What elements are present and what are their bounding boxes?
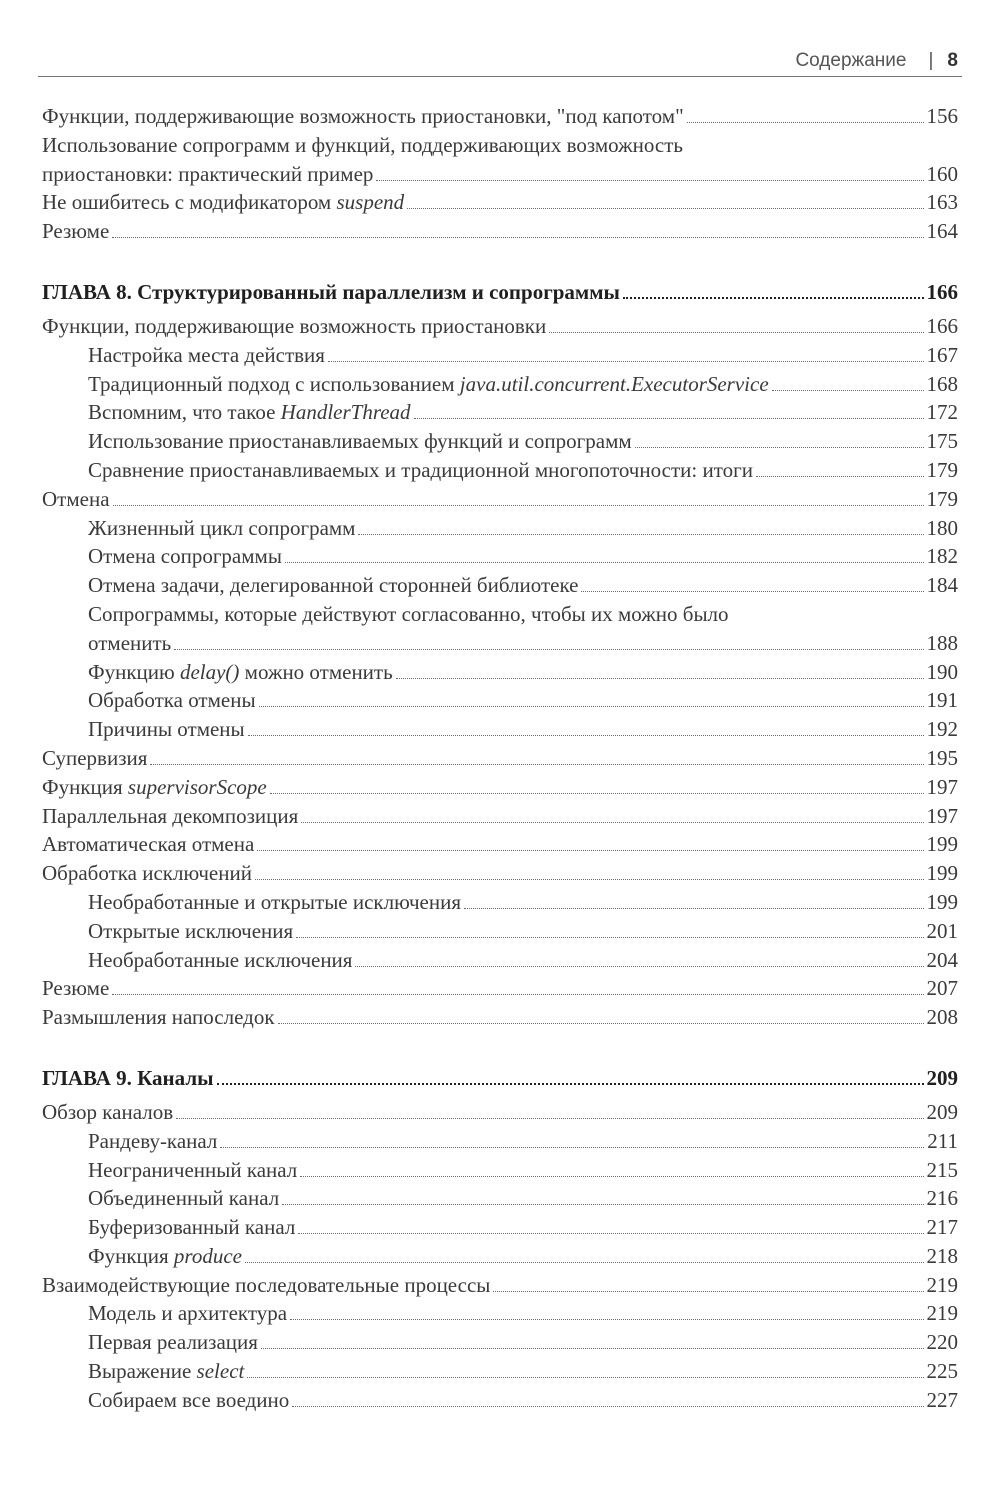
leader-dots xyxy=(581,590,923,592)
leader-dots xyxy=(220,1146,924,1148)
toc-entry-page: 179 xyxy=(926,457,958,482)
toc-entry[interactable] xyxy=(42,1100,958,1129)
leader-dots xyxy=(296,936,923,938)
toc-subentry[interactable] xyxy=(42,1388,958,1417)
leader-dots xyxy=(464,907,923,909)
toc-subentry[interactable] xyxy=(42,458,958,487)
toc-entry-page: 207 xyxy=(926,976,958,1001)
toc-entry[interactable] xyxy=(42,861,958,890)
toc-entry-page: 211 xyxy=(927,1128,958,1153)
toc-entry-title: Параллельная декомпозиция xyxy=(42,803,299,828)
leader-dots xyxy=(623,296,924,299)
toc-subentry[interactable] xyxy=(42,1158,958,1187)
toc-entry-title: Вспомним, что такое HandlerThread xyxy=(88,400,411,425)
toc-entry-page: 166 xyxy=(926,313,958,338)
toc-entry[interactable] xyxy=(42,162,958,191)
toc-entry-title: Отмена xyxy=(42,486,110,511)
leader-dots xyxy=(247,1376,923,1378)
leader-dots xyxy=(257,849,923,851)
toc-entry[interactable] xyxy=(42,775,958,804)
toc-subentry[interactable] xyxy=(42,1215,958,1244)
toc-subentry[interactable] xyxy=(42,1301,958,1330)
toc-entry-page: 201 xyxy=(926,918,958,943)
leader-dots xyxy=(261,1347,924,1349)
toc-entry-page: 225 xyxy=(926,1359,958,1384)
toc-entry-title: Необработанные исключения xyxy=(88,947,353,972)
toc-entry-page: 190 xyxy=(926,659,958,684)
toc-entry-page: 172 xyxy=(926,400,958,425)
toc-entry-page: 209 xyxy=(926,1099,958,1124)
toc-entry[interactable] xyxy=(42,804,958,833)
table-of-contents xyxy=(42,104,958,1417)
leader-dots xyxy=(328,360,924,362)
toc-entry-title: Объединенный канал xyxy=(88,1186,280,1211)
toc-entry-page: 204 xyxy=(926,947,958,972)
leader-dots xyxy=(150,763,923,765)
chapter-title: ГЛАВА 9. Каналы xyxy=(42,1065,214,1090)
leader-dots xyxy=(376,179,923,181)
toc-entry-page: 168 xyxy=(926,371,958,396)
toc-entry-page: 217 xyxy=(926,1215,958,1240)
toc-entry-page: 175 xyxy=(926,429,958,454)
toc-entry-title: Рандеву-канал xyxy=(88,1128,218,1153)
leader-dots xyxy=(407,207,923,209)
toc-entry[interactable] xyxy=(42,1005,958,1034)
toc-entry-title: Сопрограммы, которые действуют согласованно, чтобы их можно было xyxy=(88,601,729,626)
toc-subentry[interactable] xyxy=(42,1129,958,1158)
toc-entry-title: Обработка отмены xyxy=(88,688,256,713)
toc-entry-page: 191 xyxy=(926,688,958,713)
toc-entry[interactable] xyxy=(42,487,958,516)
leader-dots xyxy=(290,1318,923,1320)
toc-entry-page: 208 xyxy=(926,1005,958,1030)
toc-entry-page: 215 xyxy=(926,1157,958,1182)
leader-dots xyxy=(300,1175,923,1177)
leader-dots xyxy=(245,1261,924,1263)
leader-dots xyxy=(259,705,924,707)
leader-dots xyxy=(756,475,924,477)
toc-entry-title: Причины отмены xyxy=(88,717,245,742)
leader-dots xyxy=(396,677,924,679)
toc-subentry[interactable] xyxy=(42,516,958,545)
toc-entry-page: 199 xyxy=(926,832,958,857)
toc-subentry[interactable] xyxy=(42,400,958,429)
leader-dots xyxy=(112,993,923,995)
toc-subentry[interactable] xyxy=(42,1330,958,1359)
header-separator: | xyxy=(928,50,934,71)
toc-entry-title: Использование приостанавливаемых функций и сопрограмм xyxy=(88,429,632,454)
leader-dots xyxy=(270,792,924,794)
toc-entry-title: Автоматическая отмена xyxy=(42,832,255,857)
toc-entry-page: 197 xyxy=(926,803,958,828)
toc-subentry[interactable] xyxy=(42,717,958,746)
toc-entry-title: Первая реализация xyxy=(88,1330,258,1355)
toc-subentry[interactable] xyxy=(42,1359,958,1388)
toc-entry[interactable] xyxy=(42,746,958,775)
toc-entry-title: Резюме xyxy=(42,219,110,244)
toc-entry-title: Функция supervisorScope xyxy=(42,774,267,799)
toc-entry-title: Жизненный цикл сопрограмм xyxy=(88,515,356,540)
toc-subentry[interactable] xyxy=(42,948,958,977)
toc-subentry[interactable] xyxy=(42,890,958,919)
running-header xyxy=(38,50,962,77)
toc-subentry-line[interactable] xyxy=(42,602,958,631)
toc-entry-page: 220 xyxy=(926,1330,958,1355)
chapter-title: ГЛАВА 8. Структурированный параллелизм и сопрограммы xyxy=(42,279,620,304)
toc-entry-title: Отмена сопрограммы xyxy=(88,544,282,569)
toc-entry-page: 219 xyxy=(926,1301,958,1326)
toc-entry-page: 156 xyxy=(926,104,958,128)
toc-entry[interactable] xyxy=(42,104,958,133)
toc-entry-title: Собираем все воедино xyxy=(88,1387,290,1412)
leader-dots xyxy=(217,1082,924,1085)
toc-subentry[interactable] xyxy=(42,343,958,372)
toc-subentry[interactable] xyxy=(42,631,958,660)
toc-entry-page: 227 xyxy=(926,1387,958,1412)
section-title: Содержание xyxy=(795,50,907,71)
toc-entry-title: Функции, поддерживающие возможность приостановки xyxy=(42,313,547,338)
leader-dots xyxy=(414,417,924,419)
leader-dots xyxy=(292,1405,923,1407)
toc-entry-page: 199 xyxy=(926,889,958,914)
leader-dots xyxy=(301,821,923,823)
toc-entry[interactable] xyxy=(42,219,958,248)
chapter-heading[interactable] xyxy=(42,1066,958,1100)
toc-entry-title: Взаимодействующие последовательные процессы xyxy=(42,1272,491,1297)
page-number: 8 xyxy=(947,50,958,71)
toc-entry-title: приостановки: практический пример xyxy=(42,161,374,186)
leader-dots xyxy=(255,878,924,880)
leader-dots xyxy=(174,648,923,650)
leader-dots xyxy=(278,1022,924,1024)
toc-entry[interactable] xyxy=(42,1273,958,1302)
toc-subentry[interactable] xyxy=(42,573,958,602)
toc-entry-line[interactable] xyxy=(42,133,958,162)
toc-entry[interactable] xyxy=(42,832,958,861)
toc-entry-title: Отмена задачи, делегированной сторонней библиотеке xyxy=(88,573,579,598)
toc-entry-title: Неограниченный канал xyxy=(88,1157,298,1182)
toc-entry-title: Супервизия xyxy=(42,745,148,770)
toc-entry-title: Размышления напоследок xyxy=(42,1005,275,1030)
toc-entry-page: 199 xyxy=(926,861,958,886)
leader-dots xyxy=(248,734,924,736)
toc-entry-page: 180 xyxy=(926,515,958,540)
chapter-page: 166 xyxy=(926,279,958,304)
leader-dots xyxy=(285,561,924,563)
chapter-page: 209 xyxy=(926,1065,958,1090)
toc-entry-title: Функцию delay() можно отменить xyxy=(88,659,393,684)
toc-entry-title: Настройка места действия xyxy=(88,342,325,367)
toc-subentry[interactable] xyxy=(42,660,958,689)
toc-entry-page: 192 xyxy=(926,717,958,742)
leader-dots xyxy=(298,1232,923,1234)
toc-entry-page: 167 xyxy=(926,342,958,367)
leader-dots xyxy=(113,504,924,506)
toc-subentry[interactable] xyxy=(42,919,958,948)
leader-dots xyxy=(635,446,924,448)
toc-entry-title: Не ошибитесь с модификатором suspend xyxy=(42,190,405,215)
leader-dots xyxy=(176,1117,923,1119)
toc-entry-title: Функции, поддерживающие возможность приостановки, "под капотом" xyxy=(42,104,684,128)
toc-entry-page: 219 xyxy=(926,1272,958,1297)
toc-entry-page: 218 xyxy=(926,1243,958,1268)
toc-entry-page: 216 xyxy=(926,1186,958,1211)
toc-subentry[interactable] xyxy=(42,429,958,458)
toc-entry-title: отменить xyxy=(88,630,172,655)
toc-entry-page: 197 xyxy=(926,774,958,799)
leader-dots xyxy=(358,533,923,535)
leader-dots xyxy=(493,1290,923,1292)
toc-entry[interactable] xyxy=(42,190,958,219)
toc-subentry[interactable] xyxy=(42,1244,958,1273)
leader-dots xyxy=(355,965,923,967)
toc-entry-page: 195 xyxy=(926,745,958,770)
toc-entry-title: Буферизованный канал xyxy=(88,1215,296,1240)
chapter-heading[interactable] xyxy=(42,280,958,314)
toc-entry[interactable] xyxy=(42,976,958,1005)
leader-dots xyxy=(687,121,924,123)
leader-dots xyxy=(549,331,923,333)
leader-dots xyxy=(772,389,924,391)
leader-dots xyxy=(112,236,923,238)
toc-entry-page: 179 xyxy=(926,486,958,511)
toc-entry-title: Открытые исключения xyxy=(88,918,294,943)
leader-dots xyxy=(282,1203,923,1205)
toc-entry-page: 160 xyxy=(926,161,958,186)
toc-entry-title: Функция produce xyxy=(88,1243,242,1268)
toc-entry[interactable] xyxy=(42,314,958,343)
toc-entry-title: Выражение select xyxy=(88,1359,245,1384)
toc-entry-page: 188 xyxy=(926,630,958,655)
toc-entry-title: Сравнение приостанавливаемых и традиционной многопоточности: итоги xyxy=(88,457,753,482)
toc-entry-page: 164 xyxy=(926,219,958,244)
toc-entry-title: Модель и архитектура xyxy=(88,1301,288,1326)
toc-subentry[interactable] xyxy=(42,688,958,717)
toc-entry-page: 184 xyxy=(926,573,958,598)
toc-subentry[interactable] xyxy=(42,544,958,573)
toc-entry-title: Традиционный подход с использованием java.util.concurrent.ExecutorService xyxy=(88,371,769,396)
toc-entry-title: Обзор каналов xyxy=(42,1099,174,1124)
toc-entry-page: 182 xyxy=(926,544,958,569)
toc-entry-title: Резюме xyxy=(42,976,110,1001)
toc-subentry[interactable] xyxy=(42,1186,958,1215)
toc-entry-title: Использование сопрограмм и функций, поддерживающих возможность xyxy=(42,132,683,157)
toc-entry-title: Необработанные и открытые исключения xyxy=(88,889,462,914)
toc-entry-page: 163 xyxy=(926,190,958,215)
toc-subentry[interactable] xyxy=(42,372,958,401)
toc-entry-title: Обработка исключений xyxy=(42,861,252,886)
